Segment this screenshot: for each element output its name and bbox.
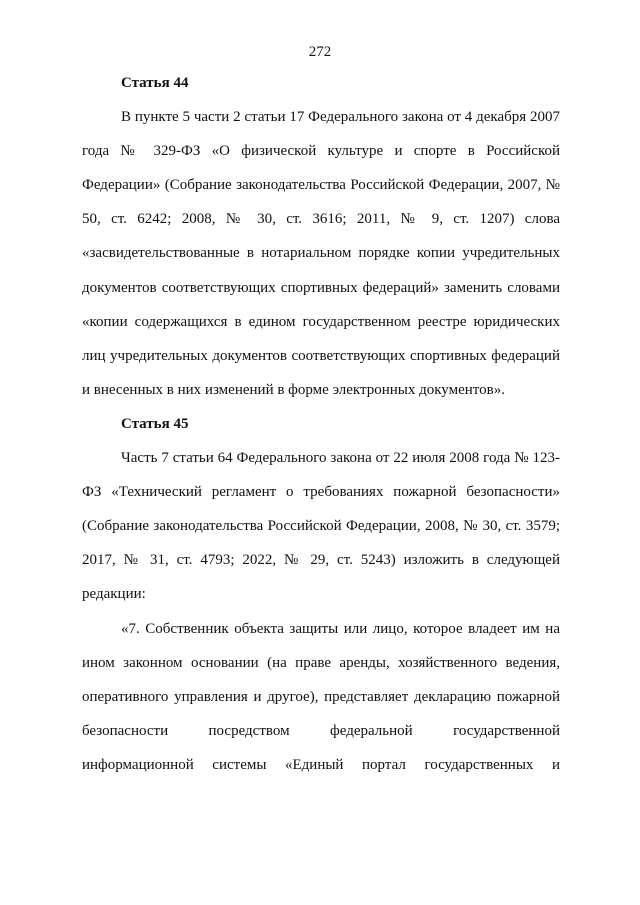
article-44-paragraph-1: В пункте 5 части 2 статьи 17 Федерального закона от 4 декабря 2007 года № 329-ФЗ «О физической культуре и спорте в Российской Федерации» (Собрание законодательства Российской Федерации, 2007, № 50, ст. 6242; 2008, № 30, ст. 3616; 2011, № 9, ст. 1207) слова «засвидетельствованные в нотариальном порядке копии учредительных документов соответствующих спортивных федераций» заменить словами «копии содержащихся в едином государственном реестре юридических лиц учредительных документов соответствующих спортивных федераций и внесенных в них изменений в форме электронных документов».: [82, 109, 560, 398]
article-44-heading: Статья 44: [121, 75, 189, 91]
article-45-paragraph-1: Часть 7 статьи 64 Федерального закона от 22 июля 2008 года № 123-ФЗ «Технический регламент о требованиях пожарной безопасности» (Собрание законодательства Российской Федерации, 2008, № 30, ст. 3579; 2017, № 31, ст. 4793; 2022, № 29, ст. 5243) изложить в следующей редакции:: [82, 450, 560, 603]
article-45-heading: Статья 45: [121, 415, 189, 432]
page-number: 272: [308, 44, 332, 60]
document-body: [82, 66, 560, 782]
article-45-paragraph-2: «7. Собственник объекта защиты или лицо, которое владеет им на ином законном основании (на праве аренды, хозяйственного ведения, оперативного управления и другое), представляет декларацию пожарной безопасности посредством федеральной государственной информационной системы «Единый портал государственных и: [82, 620, 560, 773]
